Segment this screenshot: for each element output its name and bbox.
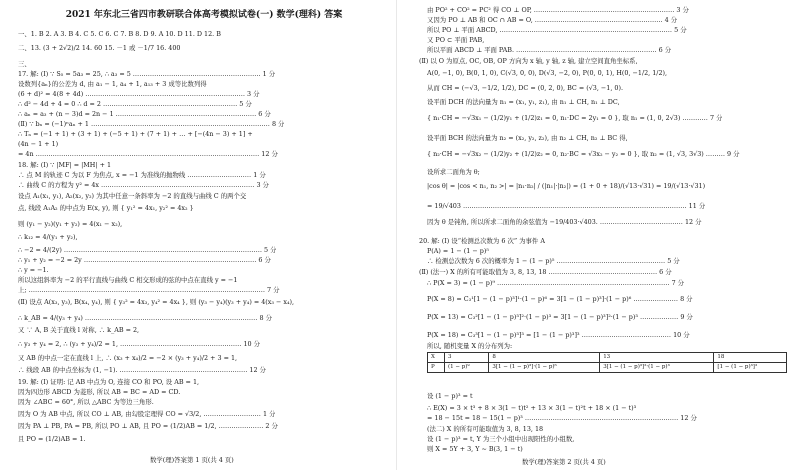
solution-line: (4n − 1 + 1) — [18, 140, 59, 148]
solution-line: ∴ y₁ + y₂ = −2 = 2y ……………………………………………………………………… 6 分 — [18, 256, 271, 264]
solution-line: ∴ P(X = 3) = (1 − p)⁹ ……………………………………………………………………… 7 分 — [427, 279, 685, 287]
solution-line: = 19/√403 …………………………………………………………………………………………… 11 分 — [427, 202, 706, 210]
solution-line: (6 + d)² = 4(8 + 4d) ………………………………………………………………… 3 分 — [18, 90, 260, 98]
solution-line: ∴ −2 = 4/(2y) ………………………………………………………………………………… 5 分 — [18, 246, 277, 254]
solution-line: 且 PO = (1/2)AB = 1. — [18, 435, 86, 443]
table-cell: [1 − (1 − p)³]³ — [714, 363, 787, 373]
table-cell: 13 — [600, 353, 714, 363]
solution-line: { n₂·CH = −√3x₂ − (1/2)y₂ + (1/2)z₂ = 0, n₂·BC = √3x₂ − y₂ = 0 }, 取 n₂ = (1, √3, 3√3) ……… 9 分 — [427, 150, 740, 158]
solution-line: 设点 A₁(x₁, y₁), A₂(x₂, y₂) 为其中任意一条斜率为 −2 的直线与曲线 C 的两个交 — [18, 192, 247, 200]
solution-line: = 4n …………………………………………………………………………………………… 12 分 — [18, 150, 278, 158]
solution-line: 则 (y₁ − y₂)(y₁ + y₂) = 4(x₁ − x₂), — [18, 220, 123, 228]
solution-line: 又 PO ⊂ 平面 PAB, — [427, 36, 485, 44]
table-cell: X — [428, 353, 445, 363]
solution-line: P(A) = 1 − (1 − p)⁵ — [427, 247, 489, 255]
table-cell: P — [428, 363, 445, 373]
solution-line: 所以, 随机变量 X 的分布列为: — [427, 342, 513, 350]
solution-line: (法二) X 的所有可能取值为 3, 8, 13, 18 — [427, 425, 544, 433]
document-title: 2021 年东北三省四市教研联合体高考模拟试卷(一) 数学(理科) 答案 — [65, 10, 343, 20]
solution-line: ∴ y = −1. — [18, 266, 49, 274]
table-cell: (1 − p)⁹ — [444, 363, 488, 373]
solution-line: A(0, −1, 0), B(0, 1, 0), C(√3, 0, 0), D(√3, −2, 0), P(0, 0, 1), H(0, −1/2, 1/2), — [427, 69, 668, 77]
solution-line: 又因为 PO ⊥ AB 和 OC ∩ AB = O, …………………………………………………… 4 分 — [427, 16, 678, 24]
solution-line: |cos θ| = |cos < n₁, n₂ >| = |n₁·n₂| / (|n₁|·|n₂|) = (1 + 0 + 18)/(√13·√31) = 19/(√13·√31) — [427, 182, 706, 190]
solution-line: ∴ 检测总次数为 6 次的概率为 1 − (1 − p)⁵ …………………………………………… 5 分 — [427, 257, 680, 265]
solution-line: 又 AB 的中点一定在直线 l 上, ∴ (x₃ + x₄)/2 = −2 × (y₃ + y₄)/2 + 3 = 1, — [18, 354, 238, 362]
solution-line: ∴ k_AB = 4/(y₃ + y₄) ……………………………………………………………………… 8 分 — [18, 314, 272, 322]
solution-line: 因为 PA ⊥ PB, PA = PB, 所以 PO ⊥ AB, 且 PO = (1/2)AB = 1/2, ………………… 2 分 — [18, 422, 278, 430]
solution-line: ∴ k₁₂ = 4/(y₁ + y₂), — [18, 233, 78, 241]
solution-line: P(X = 13) = C₃²[1 − (1 − p)³]²·(1 − p)³ = 3[1 − (1 − p)³]²·(1 − p)³ ……………… 9 分 — [427, 313, 693, 321]
solution-line: 20. 解: (Ⅰ) 设“检测总次数为 6 次” 为事件 A — [419, 237, 545, 245]
solution-line: 设数列{aₙ}的公差为 d, 由 a₁ − 1, a₄ + 1, a₁₃ + 3 成等比数列得 — [18, 80, 207, 88]
page-two — [397, 0, 794, 470]
solution-line: = 18 − 15t = 18 − 15(1 − p)³ ……………………………………………………………… 12 分 — [427, 414, 697, 422]
solution-line: 因为四边形 ABCD 为菱形, 所以 AB = BC = AD = CD. — [18, 388, 181, 396]
page-footer: 数学(理)答案第 2 页(共 4 页) — [522, 458, 606, 466]
fill-in-answers: 二、13. (3 + 2√2)/2 14. 60 15. －1 或 －1/7 16. 400 — [18, 44, 181, 52]
table-row — [428, 363, 787, 373]
solution-line: ∴ Tₙ = (−1 + 1) + (3 + 1) + (−5 + 1) + (7 + 1) + … + [−(4n − 3) + 1] + — [18, 130, 253, 138]
solution-line: 17. 解: (Ⅰ) ∵ S₅ = 5a₃ = 25, ∴ a₃ = 5 …………………………………………………… 1 分 — [18, 70, 276, 78]
solution-line: 设 (1 − p)³ = t — [427, 392, 473, 400]
multiple-choice-answers: 一、1. B 2. A 3. B 4. C 5. C 6. C 7. B 8. D 9. A 10. D 11. D 12. B — [18, 30, 221, 38]
solution-line: (Ⅱ) 以 O 为原点, OC, OB, OP 方向为 x 轴, y 轴, z 轴, 建立空间直角坐标系, — [419, 57, 638, 65]
solution-line: P(X = 8) = C₃¹[1 − (1 − p)³]¹·(1 − p)⁶ = 3[1 − (1 − p)³]·(1 − p)⁶ ………………… 8 分 — [427, 295, 693, 303]
solution-line: 所以 PO ⊥ 平面 ABCD, ……………………………………………………………………… 5 分 — [427, 26, 687, 34]
solution-line: 19. 解: (Ⅰ) 证明: 记 AB 中点为 O, 连接 CO 和 PO, 设 AB = 1, — [18, 378, 200, 386]
table-cell: 3 — [444, 353, 488, 363]
solution-line: 因为 O 为 AB 中点, 所以 CO ⊥ AB, 由勾股定理得 CO = √3/2, ……………………… 1 分 — [18, 410, 276, 418]
page-footer: 数学(理)答案第 1 页(共 4 页) — [150, 456, 234, 464]
distribution-table — [427, 352, 787, 373]
solution-line: ∴ 线段 AB 的中点坐标为 (1, −1). …………………………………………………… 12 分 — [18, 366, 266, 374]
solution-line: 设 (1 − p)³ = t, Y 为三个小组中出现阳性的小组数, — [427, 435, 575, 443]
table-cell: 3[1 − (1 − p)³]²·(1 − p)³ — [600, 363, 714, 373]
solution-line: 所以这组斜率为 −2 的平行直线与曲线 C 相交形成的弦的中点在直线 y = −1 — [18, 276, 238, 284]
solution-line: 因为 θ 是钝角, 所以所求二面角的余弦值为 −19/403·√403. ………………………………… 12 分 — [427, 218, 702, 226]
table-cell: 8 — [489, 353, 600, 363]
solution-line: ∴ y₃ + y₄ = 2, ∴ (y₃ + y₄)/2 = 1, ………………………………………………… 10 分 — [18, 340, 261, 348]
solution-line: 点, 线段 A₁A₂ 的中点为 E(x, y), 则 { y₁² = 4x₁, y₂² = 4x₂ } — [18, 204, 194, 212]
solution-line: (Ⅱ) (法一) X 的所有可能取值为 3, 8, 13, 18 …………………………………………… 6 分 — [419, 268, 672, 276]
solution-line: ∴ aₙ = a₃ + (n − 3)d = 2n − 1 ………………………………………………………… 6 分 — [18, 110, 271, 118]
solution-line: 又 ∵ A, B 关于直线 l 对称, ∴ k_AB = 2, — [18, 326, 140, 334]
solution-line: 上; ………………………………………………………………………………………………… 7 分 — [18, 286, 280, 294]
solution-line: (Ⅱ) 设点 A(x₃, y₃), B(x₄, y₄), 则 { y₃² = 4x₃, y₄² = 4x₄ }, 则 (y₃ − y₄)(y₃ + y₄) = 4(x₃ − x₄), — [18, 298, 295, 306]
solution-line: 所以平面 ABCD ⊥ 平面 PAB. ………………………………………………………… 6 分 — [427, 46, 672, 54]
solution-line: 设平面 BCH 的法向量为 n₂ = (x₂, y₂, z₂), 由 n₂ ⊥ CH, n₂ ⊥ BC 得, — [427, 134, 628, 142]
solution-line: ∴ d² − 4d + 4 = 0 ∴ d = 2 ……………………………………………………… 5 分 — [18, 100, 252, 108]
solution-line: 18. 解: (Ⅰ) ∵ |MF| = |MH| + 1 — [18, 161, 112, 169]
solution-line: ∴ E(X) = 3 × t³ + 8 × 3(1 − t)t² + 13 × 3(1 − t)²t + 18 × (1 − t)³ — [427, 404, 637, 412]
solution-line: 则 X = 5Y + 3, Y ~ B(3, 1 − t) — [427, 445, 523, 453]
solution-line: 从而 CH = (−√3, −1/2, 1/2), DC = (0, 2, 0), BC = (√3, −1, 0). — [427, 84, 623, 92]
solution-line: 因为 ∠ABC = 60°, 所以 △ABC 为等边三角形. — [18, 398, 154, 406]
section-heading: 三、 — [18, 60, 31, 68]
solution-line: 设平面 DCH 的法向量为 n₁ = (x₁, y₁, z₁), 由 n₁ ⊥ CH, n₁ ⊥ DC, — [427, 98, 620, 106]
table-cell: 18 — [714, 353, 787, 363]
table-header-row — [428, 353, 787, 363]
solution-line: ∴ 点 M 的轨迹 C 为以 F 为焦点, x = −1 为准线的抛物线 ………………………… 1 分 — [18, 171, 266, 179]
table-cell: 3[1 − (1 − p)³]·(1 − p)⁶ — [489, 363, 600, 373]
solution-line: P(X = 18) = C₃³[1 − (1 − p)³]³ = [1 − (1 − p)³]³ …………………………………… 10 分 — [427, 331, 690, 339]
solution-line: ∴ 曲线 C 的方程为 y² = 4x ……………………………………………………………… 3 分 — [18, 181, 269, 189]
solution-line: 设所求二面角为 θ; — [427, 168, 480, 176]
solution-line: { n₁·CH = −√3x₁ − (1/2)y₁ + (1/2)z₁ = 0, n₁·DC = 2y₁ = 0 }, 取 n₁ = (1, 0, 2√3) ………… 7 分 — [427, 114, 723, 122]
solution-line: 由 PO² + CO² = PC² 得 CO ⊥ OP, ………………………………………………………… 3 分 — [427, 6, 689, 14]
solution-line: (Ⅱ) ∵ bₙ = (−1)ⁿaₙ + 1 ………………………………………………………………………… 8 分 — [18, 120, 285, 128]
